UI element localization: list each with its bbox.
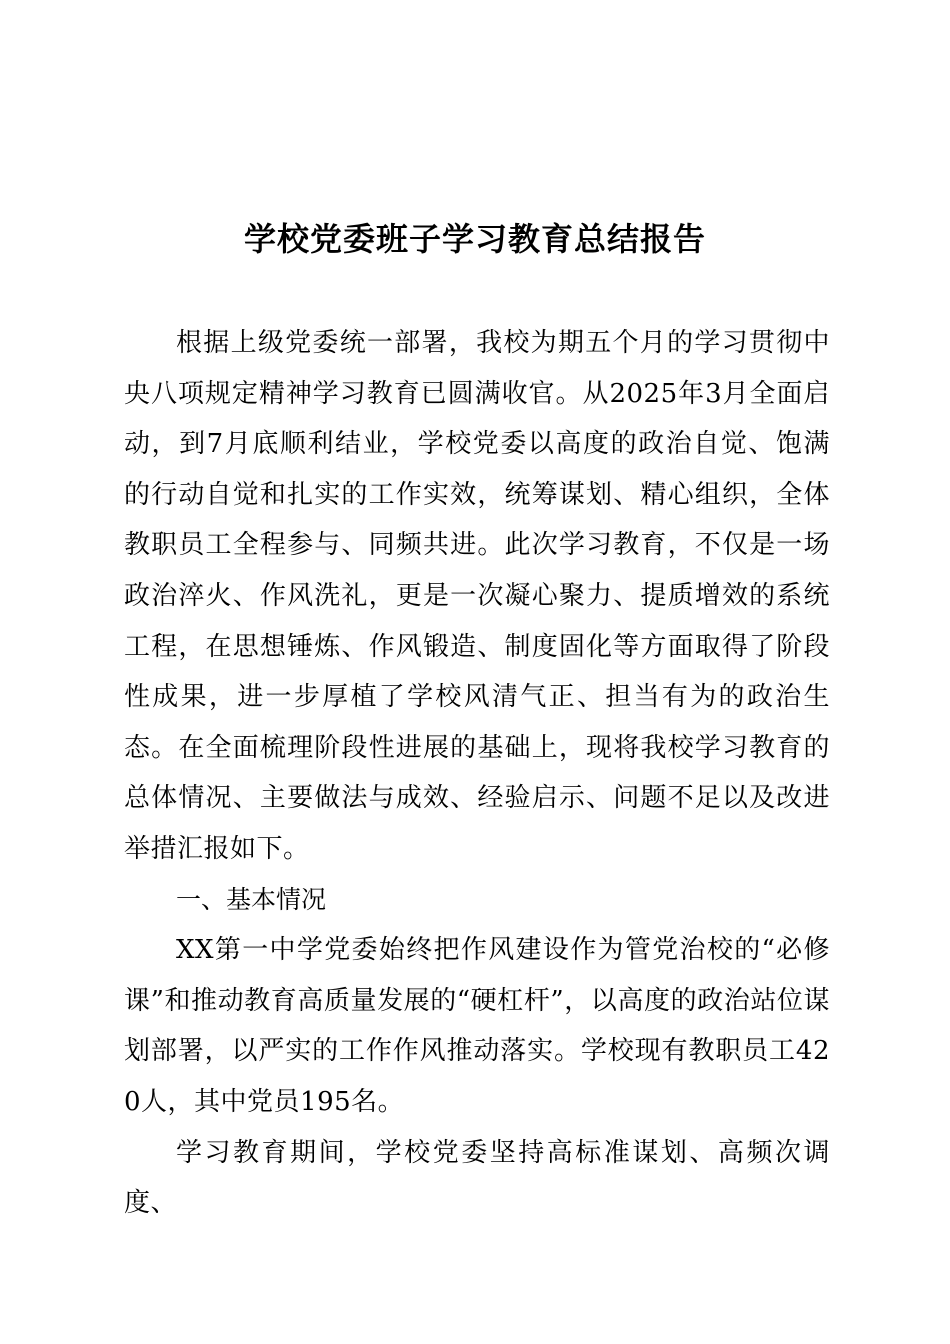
section-heading-basic-situation: 一、基本情况 — [176, 884, 327, 914]
section-paragraph: XX第一中学党委始终把作风建设作为管党治校的“必修课”和推动教育高质量发展的“硬杠杆”，以高度的政治站位谋划部署，以严实的工作作风推动落实。学校现有教职员工420人，其中党员195名。 — [124, 935, 830, 1117]
intro-paragraph: 根据上级党委统一部署，我校为期五个月的学习贯彻中央八项规定精神学习教育已圆满收官。从2025年3月全面启动，到7月底顺利结业，学校党委以高度的政治自觉、饱满的行动自觉和扎实的工作实效，统筹谋划、精心组织，全体教职员工全程参与、同频共进。此次学习教育，不仅是一场政治淬火、作风洗礼，更是一次凝心聚力、提质增效的系统工程，在思想锤炼、作风锻造、制度固化等方面取得了阶段性成果，进一步厚植了学校风清气正、担当有为的政治生态。在全面梳理阶段性进展的基础上，现将我校学习教育的总体情况、主要做法与成效、经验启示、问题不足以及改进举措汇报如下。 — [124, 328, 830, 864]
document-title: 学校党委班子学习教育总结报告 — [243, 220, 706, 258]
document-body — [124, 318, 830, 1229]
section-paragraph: 学习教育期间，学校党委坚持高标准谋划、高频次调度、 — [124, 1137, 830, 1219]
